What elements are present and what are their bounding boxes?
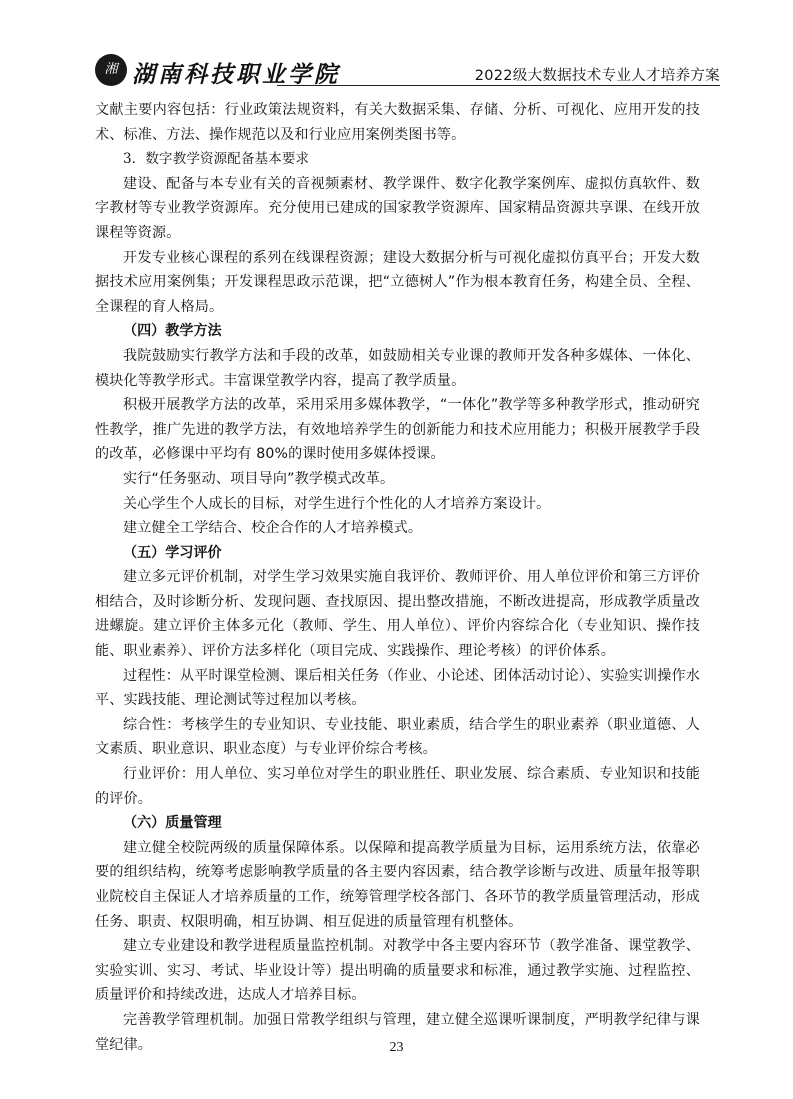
body-paragraph: 关心学生个人成长的目标，对学生进行个性化的人才培养方案设计。 <box>123 495 551 512</box>
body-paragraph: 过程性：从平时课堂检测、课后相关任务（作业、小论述、团体活动讨论）、实验实训操作水平、实践技能、理论测试等过程加以考核。 <box>95 667 700 709</box>
body-content <box>95 98 700 1057</box>
section-heading: （五）学习评价 <box>123 544 222 561</box>
body-paragraph: 开发专业核心课程的系列在线课程资源；建设大数据分析与可视化虚拟仿真平台；开发大数据技术应用案例集；开发课程思政示范课，把“立德树人”作为根本教育任务，构建全员、全程、全课程的育人格局。 <box>95 249 700 315</box>
page-number: 23 <box>389 1040 404 1055</box>
section-heading: （六）质量管理 <box>123 815 222 832</box>
subsection-heading: 3．数字教学资源配备基本要求 <box>123 151 310 168</box>
body-paragraph: 建立健全工学结合、校企合作的人才培养模式。 <box>123 520 423 537</box>
body-paragraph: 行业评价：用人单位、实习单位对学生的职业胜任、职业发展、综合素质、专业知识和技能的评价。 <box>95 766 700 807</box>
document-title: 2022级大数据技术专业人才培养方案 <box>474 68 720 84</box>
body-paragraph: 建立健全校院两级的质量保障体系。以保障和提高教学质量为目标，运用系统方法，依靠必要的组织结构，统筹考虑影响教学质量的各主要内容因素，结合教学诊断与改进、质量年报等职业院校自主保证人才培养质量的工作，统筹管理学校各部门、各环节的教学质量管理活动，形成任务、职责、权限明确，相互协调、相互促进的质量管理有机整体。 <box>95 839 700 930</box>
body-paragraph: 建立多元评价机制，对学生学习效果实施自我评价、教师评价、用人单位评价和第三方评价相结合，及时诊断分析、发现问题、查找原因、提出整改措施，不断改进提高，形成教学质量改进螺旋。建立评价主体多元化（教师、学生、用人单位）、评价内容综合化（专业知识、操作技能、职业素养）、评价方法多样化（项目完成、实践操作、理论考核）的评价体系。 <box>95 569 700 660</box>
body-paragraph: 积极开展教学方法的改革，采用采用多媒体教学，“一体化”教学等多种教学形式，推动研究性教学，推广先进的教学方法，有效地培养学生的创新能力和技术应用能力；积极开展教学手段的改革，必修课中平均有 80%的课时使用多媒体授课。 <box>95 397 700 463</box>
college-seal-logo: 湘 <box>95 54 127 86</box>
body-paragraph: 实行“任务驱动、项目导向”教学模式改革。 <box>123 470 395 487</box>
page-header <box>95 54 720 88</box>
section-heading: （四）教学方法 <box>123 323 222 340</box>
header-divider <box>277 85 720 86</box>
body-paragraph: 综合性：考核学生的专业知识、专业技能、职业素质，结合学生的职业素养（职业道德、人文素质、职业意识、职业态度）与专业评价综合考核。 <box>95 716 700 758</box>
body-paragraph: 文献主要内容包括：行业政策法规资料，有关大数据采集、存储、分析、可视化、应用开发的技术、标准、方法、操作规范以及和行业应用案例类图书等。 <box>95 102 700 143</box>
body-paragraph: 我院鼓励实行教学方法和手段的改革，如鼓励相关专业课的教师开发各种多媒体、一体化、模块化等教学形式。丰富课堂教学内容，提高了教学质量。 <box>95 347 700 389</box>
body-paragraph: 建立专业建设和教学进程质量监控机制。对教学中各主要内容环节（教学准备、课堂教学、实验实训、实习、考试、毕业设计等）提出明确的质量要求和标准，通过教学实施、过程监控、质量评价和持续改进，达成人才培养目标。 <box>95 938 700 1004</box>
body-paragraph: 建设、配备与本专业有关的音视频素材、教学课件、数字化教学案例库、虚拟仿真软件、数字教材等专业教学资源库。充分使用已建成的国家教学资源库、国家精品资源共享课、在线开放课程等资源。 <box>95 175 700 241</box>
college-name-logo: 湖南科技职业学院 <box>132 61 340 88</box>
body-paragraph: 完善教学管理机制。加强日常教学组织与管理，建立健全巡课听课制度，严明教学纪律与课堂纪律。 <box>95 1011 700 1053</box>
